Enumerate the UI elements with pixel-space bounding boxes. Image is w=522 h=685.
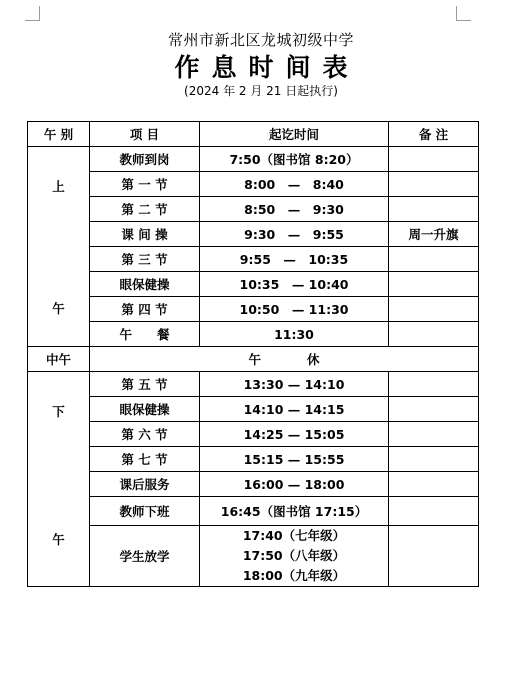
- period-morning: [28, 147, 90, 347]
- item-cell: 课 间 操: [90, 222, 200, 247]
- item-cell: 教师下班: [90, 497, 200, 526]
- note-cell: [389, 297, 479, 322]
- table-row: [28, 397, 479, 422]
- item-cell: 眼保健操: [90, 272, 200, 297]
- header-period: 午 别: [28, 122, 90, 147]
- time-cell: 16:45（图书馆 17:15）: [200, 497, 389, 526]
- note-cell: [389, 497, 479, 526]
- note-cell: [389, 397, 479, 422]
- note-cell: [389, 447, 479, 472]
- dismissal-time-grade-9: 18:00（九年级）: [242, 568, 346, 583]
- item-cell: 教师到岗: [90, 147, 200, 172]
- table-row: [28, 272, 479, 297]
- time-cell: 9:30 — 9:55: [200, 222, 389, 247]
- item-cell: 第 五 节: [90, 372, 200, 397]
- item-cell: 第 三 节: [90, 247, 200, 272]
- noon-rest-2: 休: [307, 352, 320, 367]
- item-cell: 第 四 节: [90, 297, 200, 322]
- header-row: [28, 122, 479, 147]
- crop-mark-top-right: [456, 6, 471, 21]
- item-cell: 课后服务: [90, 472, 200, 497]
- time-cell: 8:50 — 9:30: [200, 197, 389, 222]
- item-cell: 第 七 节: [90, 447, 200, 472]
- dismissal-time-grade-7: 17:40（七年级）: [242, 528, 346, 543]
- table-row: [28, 297, 479, 322]
- table-row: [28, 422, 479, 447]
- crop-mark-top-left: [25, 6, 40, 21]
- time-cell: 8:00 — 8:40: [200, 172, 389, 197]
- note-cell: [389, 172, 479, 197]
- period-noon: 中午: [28, 347, 90, 372]
- time-cell: 9:55 — 10:35: [200, 247, 389, 272]
- document-title: 作息时间表: [174, 53, 360, 82]
- note-cell: [389, 322, 479, 347]
- table-row: [28, 197, 479, 222]
- note-cell: [389, 422, 479, 447]
- item-cell: 午 餐: [90, 322, 200, 347]
- item-cell: 第 二 节: [90, 197, 200, 222]
- time-cell: 10:50 — 11:30: [200, 297, 389, 322]
- period-afternoon-top: 下: [52, 404, 65, 419]
- note-cell: [389, 197, 479, 222]
- time-cell: 10:35 — 10:40: [200, 272, 389, 297]
- note-cell: [389, 147, 479, 172]
- period-morning-bottom: 午: [52, 301, 65, 316]
- table-row: [28, 247, 479, 272]
- time-cell: 14:25 — 15:05: [200, 422, 389, 447]
- table-row: [28, 222, 479, 247]
- table-row: [28, 497, 479, 526]
- table-row: [28, 447, 479, 472]
- noon-row: [28, 347, 479, 372]
- dismissal-times-cell: [200, 526, 389, 587]
- noon-rest-1: 午: [248, 352, 261, 367]
- period-afternoon-bottom: 午: [52, 532, 65, 547]
- time-cell: 16:00 — 18:00: [200, 472, 389, 497]
- table-row: [28, 172, 479, 197]
- table-row: [28, 372, 479, 397]
- effective-date: (2024 年 2 月 21 日起执行): [184, 84, 338, 98]
- noon-rest-cell: [90, 347, 479, 372]
- time-cell: 11:30: [200, 322, 389, 347]
- schedule-table: [27, 121, 479, 587]
- header-item: 项 目: [90, 122, 200, 147]
- note-cell: 周一升旗: [389, 222, 479, 247]
- time-cell: 7:50（图书馆 8:20）: [200, 147, 389, 172]
- table-row: [28, 526, 479, 587]
- note-cell: [389, 472, 479, 497]
- note-cell: [389, 272, 479, 297]
- table-row: [28, 147, 479, 172]
- table-row: [28, 472, 479, 497]
- note-cell: [389, 372, 479, 397]
- item-cell: 眼保健操: [90, 397, 200, 422]
- note-cell: [389, 526, 479, 587]
- header-note: 备 注: [389, 122, 479, 147]
- header-time: 起讫时间: [200, 122, 389, 147]
- item-cell: 学生放学: [90, 526, 200, 587]
- item-cell: 第 一 节: [90, 172, 200, 197]
- time-cell: 13:30 — 14:10: [200, 372, 389, 397]
- note-cell: [389, 247, 479, 272]
- school-name: 常州市新北区龙城初级中学: [167, 31, 354, 49]
- item-cell: 第 六 节: [90, 422, 200, 447]
- time-cell: 14:10 — 14:15: [200, 397, 389, 422]
- time-cell: 15:15 — 15:55: [200, 447, 389, 472]
- table-row: [28, 322, 479, 347]
- period-afternoon: [28, 372, 90, 587]
- dismissal-time-grade-8: 17:50（八年级）: [242, 548, 346, 563]
- period-morning-top: 上: [52, 179, 65, 194]
